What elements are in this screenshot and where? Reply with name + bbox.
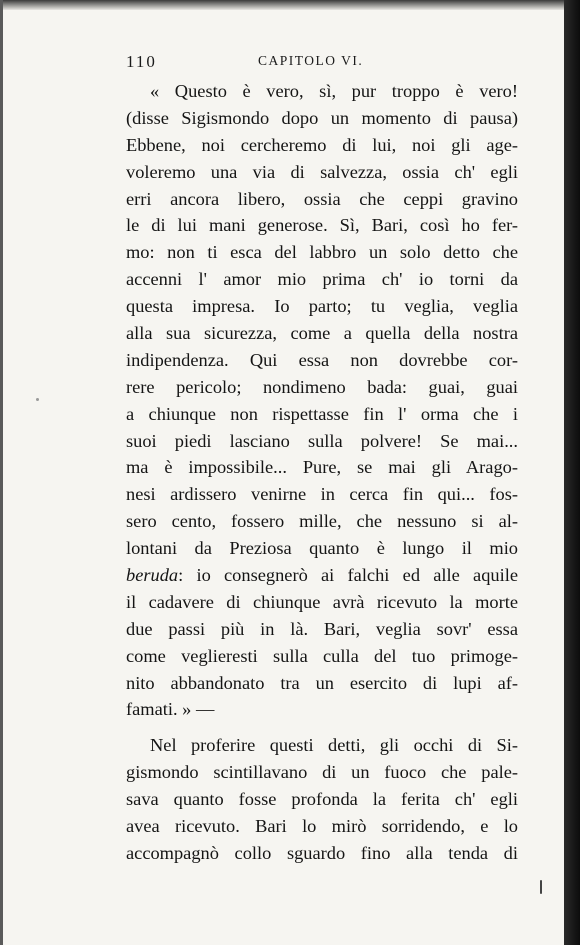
text-line: suoi piedi lasciano sulla polvere! Se mai... (126, 430, 518, 451)
page-top-edge (0, 0, 564, 10)
text-line: alla sua sicurezza, come a quella della nostra (126, 323, 518, 344)
text-line: sero cento, fossero mille, che nessuno si al- (126, 511, 518, 532)
text-line: gismondo scintillavano di un fuoco che pale- (126, 762, 518, 783)
text-line: a chiunque non rispettasse fin l' orma che i (126, 403, 518, 424)
text-line: le di lui mani generose. Sì, Bari, così ho fer- (126, 215, 518, 236)
text-line: nesi ardissero venirne in cerca fin qui... fos- (126, 484, 518, 505)
text-line: famati. » — (126, 699, 215, 720)
text-line: ma è impossibile... Pure, se mai gli Arago- (126, 457, 518, 478)
text-line-rest: : io consegnerò ai falchi ed alle aquile (178, 565, 518, 586)
text-line: sava quanto fosse profonda la ferita ch' egli (126, 789, 518, 810)
italic-word: beruda (126, 565, 179, 586)
page-left-edge (0, 0, 3, 945)
text-line: Ebbene, noi cercheremo di lui, noi gli age- (126, 134, 518, 155)
text-line: rere pericolo; nondimeno bada: guai, guai (126, 376, 518, 397)
text-line: voleremo una via di salvezza, ossia ch' egli (126, 161, 518, 182)
page-number: 110 (126, 52, 157, 71)
chapter-title: CAPITOLO VI. (258, 53, 364, 68)
text-line: due passi più in là. Bari, veglia sovr' essa (126, 618, 518, 639)
text-line: erri ancora libero, ossia che ceppi gravino (126, 188, 518, 209)
paper-speck (540, 880, 542, 894)
text-line: lontani da Preziosa quanto è lungo il mio (126, 538, 518, 559)
text-line: (disse Sigismondo dopo un momento di pausa) (126, 107, 518, 128)
text-line: mo: non ti esca del labbro un solo detto che (126, 242, 518, 263)
text-line: il cadavere di chiunque avrà ricevuto la morte (126, 591, 518, 612)
running-head (126, 52, 506, 74)
body-text (126, 78, 518, 867)
text-line: avea ricevuto. Bari lo mirò sorridendo, e lo (126, 816, 518, 837)
paper-speck (36, 398, 39, 401)
text-line-italic-word (126, 562, 518, 589)
text-line: Nel proferire questi detti, gli occhi di Si- (150, 735, 518, 756)
text-line: « Questo è vero, sì, pur troppo è vero! (150, 81, 518, 101)
text-line: nito abbandonato tra un esercito di lupi af- (126, 672, 518, 693)
text-line: accenni l' amor mio prima ch' io torni da (126, 269, 518, 290)
text-line: indipendenza. Qui essa non dovrebbe cor- (126, 349, 518, 370)
text-line: come veglieresti sulla culla del tuo primoge- (126, 645, 518, 666)
text-line: questa impresa. Io parto; tu veglia, veglia (126, 296, 518, 317)
page-right-edge (564, 0, 580, 945)
text-line: accompagnò collo sguardo fino alla tenda di (126, 842, 518, 863)
